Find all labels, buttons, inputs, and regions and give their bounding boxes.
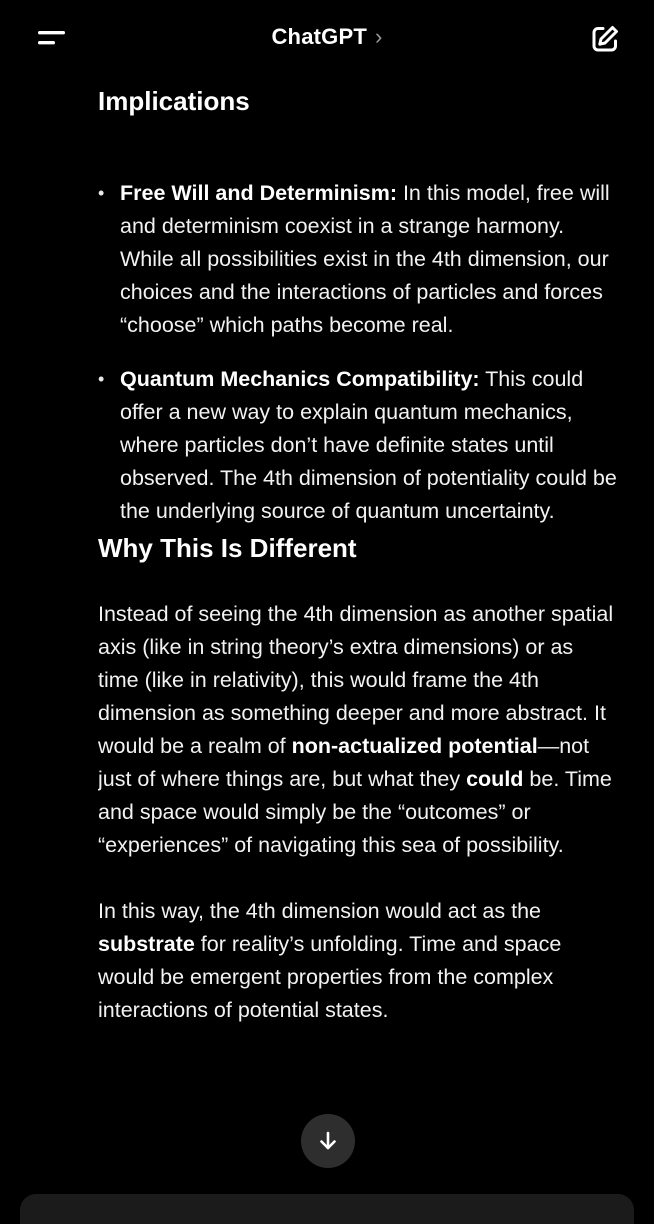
bullet-title: Free Will and Determinism: xyxy=(120,181,397,205)
app-title: ChatGPT xyxy=(271,24,367,49)
list-item xyxy=(98,177,618,342)
composer-edge xyxy=(20,1194,634,1224)
section-heading-implications: Implications xyxy=(98,86,250,116)
bold-text: could xyxy=(466,767,524,791)
paragraph-text: Instead of seeing the 4th dimension as another spatial axis (like in string theory’s extra dimensions) or as time (like in relativity), this would frame the 4th dimension as something deeper and more abstract. It would be a realm of xyxy=(98,602,614,758)
bullet-dot: • xyxy=(98,369,105,389)
bullet-title: Quantum Mechanics Compatibility: xyxy=(120,367,480,391)
paragraph xyxy=(98,895,618,1027)
scroll-to-bottom-button[interactable] xyxy=(301,1114,355,1168)
implications-list xyxy=(98,177,618,528)
assistant-message xyxy=(98,78,618,1178)
paragraph-text: for reality’s unfolding. Time and space would be emergent properties from the complex interactions of potential states. xyxy=(98,932,562,1022)
paragraph xyxy=(98,598,618,862)
paragraph-text: be. Time and space would simply be the “outcomes” or “experiences” of navigating this sea of possibility. xyxy=(98,767,612,857)
list-item xyxy=(98,363,618,528)
bullet-dot: • xyxy=(98,183,105,203)
top-bar xyxy=(0,0,654,78)
new-chat-icon[interactable] xyxy=(590,24,620,54)
bullet-text: In this model, free will and determinism coexist in a strange harmony. While all possibilities exist in the 4th dimension, our choices and the interactions of particles and forces “choose” which paths become real. xyxy=(120,181,610,337)
bold-text: substrate xyxy=(98,932,195,956)
section-heading-why-different: Why This Is Different xyxy=(98,533,357,563)
bold-text: non-actualized potential xyxy=(291,734,538,758)
paragraph-text: In this way, the 4th dimension would act as the xyxy=(98,899,541,923)
bullet-text: This could offer a new way to explain quantum mechanics, where particles don’t have definite states until observed. The 4th dimension of potentiality could be the underlying source of quantum uncertainty. xyxy=(120,367,617,523)
chevron-right-icon: › xyxy=(374,24,383,49)
model-selector[interactable] xyxy=(0,24,654,50)
arrow-down-icon xyxy=(317,1130,339,1152)
paragraph-text: —not just of where things are, but what they xyxy=(98,734,590,791)
